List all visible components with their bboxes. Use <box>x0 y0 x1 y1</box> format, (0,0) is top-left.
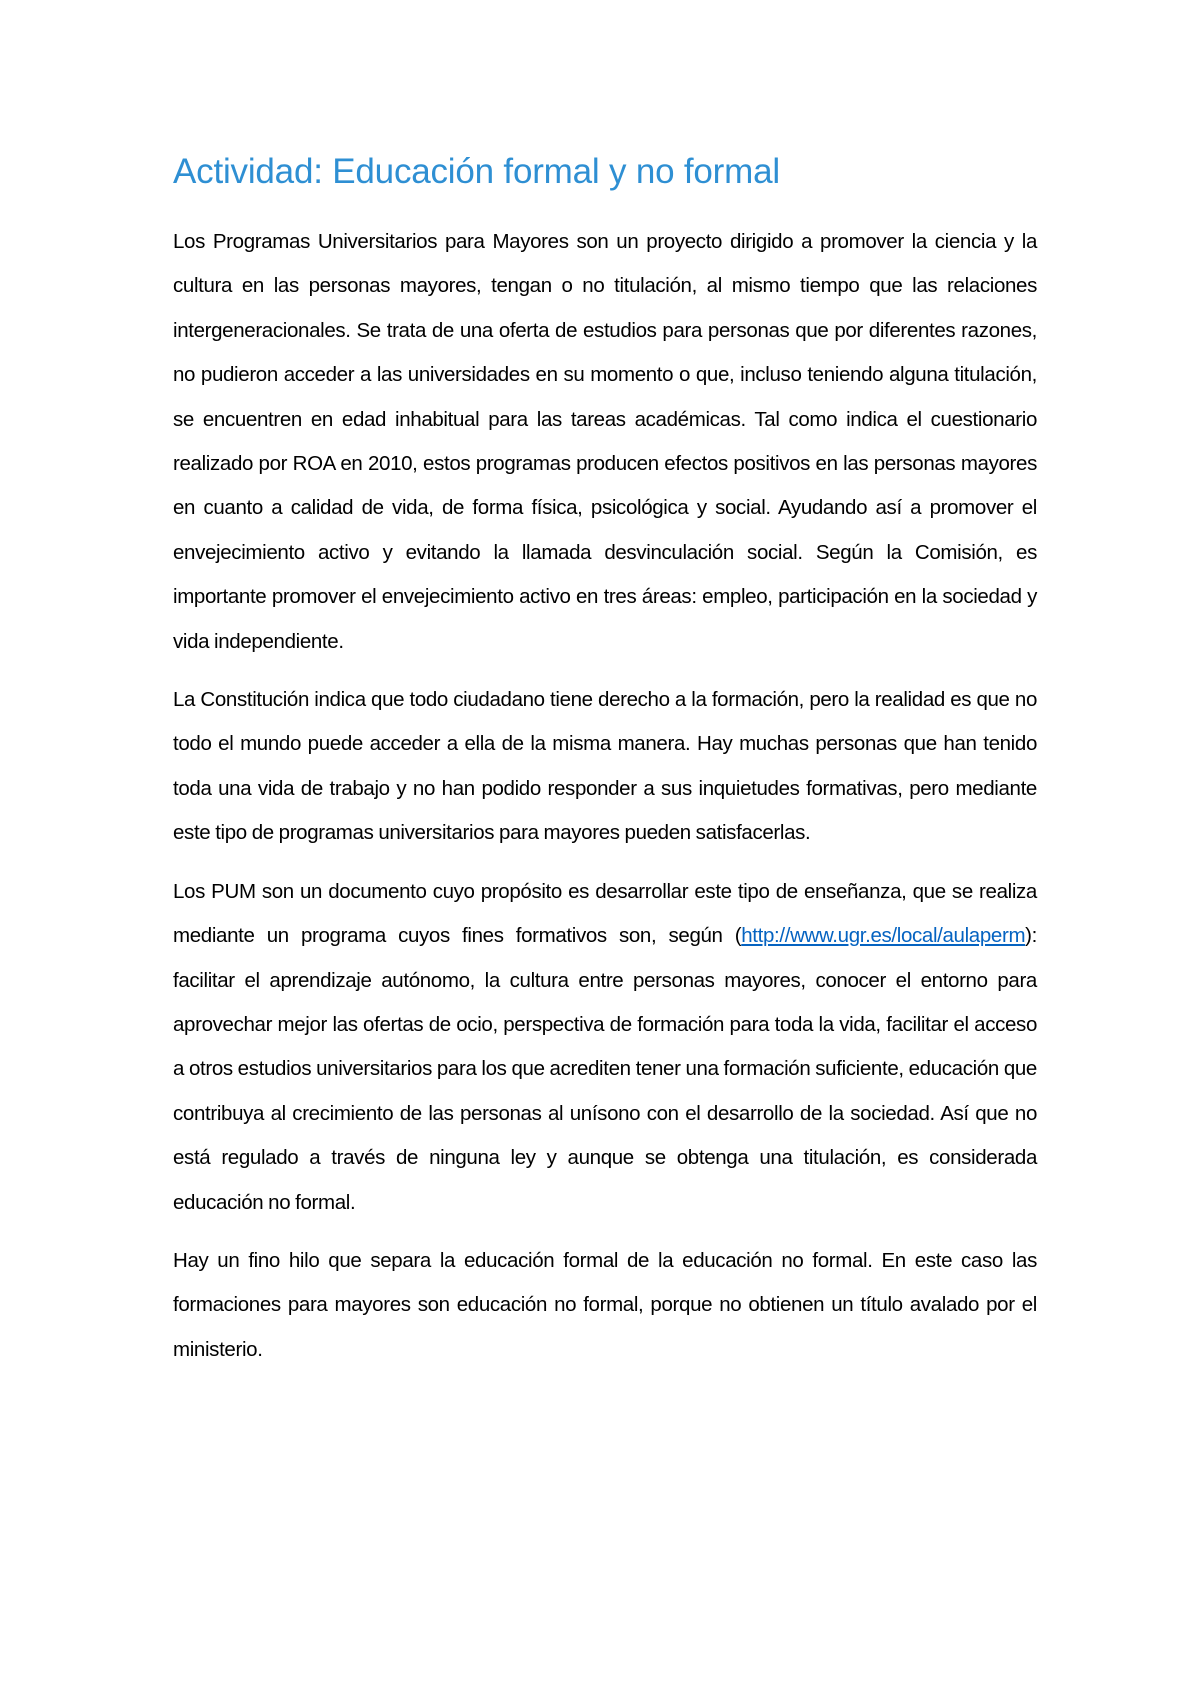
paragraph-3-text-after-link: ): facilitar el aprendizaje autónomo, la cultura entre personas mayores, conocer el entorno para aprovechar mejor las ofertas de ocio, perspectiva de formación para toda la vida, facilitar el acceso a otros estudios universitarios para los que acrediten tener una formación suficiente, educación que contribuya al crecimiento de las personas al unísono con el desarrollo de la sociedad. Así que no está regulado a través de ninguna ley y aunque se obtenga una titulación, es considerada educación no formal. <box>173 924 1037 1214</box>
paragraph-2: La Constitución indica que todo ciudadano tiene derecho a la formación, pero la realidad es que no todo el mundo puede acceder a ella de la misma manera. Hay muchas personas que han tenido toda una vida de trabajo y no han podido responder a sus inquietudes formativas, pero mediante este tipo de programas universitarios para mayores pueden satisfacerlas. <box>173 688 1037 845</box>
paragraph-3 <box>173 870 1037 1225</box>
aulaperm-link[interactable]: http://www.ugr.es/local/aulaperm <box>741 924 1026 948</box>
paragraph-1: Los Programas Universitarios para Mayores son un proyecto dirigido a promover la ciencia y la cultura en las personas mayores, tengan o no titulación, al mismo tiempo que las relaciones intergeneracionales. Se trata de una oferta de estudios para personas que por diferentes razones, no pudieron acceder a las universidades en su momento o que, incluso teniendo alguna titulación, se encuentren en edad inhabitual para las tareas académicas. Tal como indica el cuestionario realizado por ROA en 2010, estos programas producen efectos positivos en las personas mayores en cuanto a calidad de vida, de forma física, psicológica y social. Ayudando así a promover el envejecimiento activo y evitando la llamada desvinculación social. Según la Comisión, es importante promover el envejecimiento activo en tres áreas: empleo, participación en la sociedad y vida independiente. <box>173 230 1037 653</box>
paragraph-3-text-before-link: Los PUM son un documento cuyo propósito es desarrollar este tipo de enseñanza, que se realiza mediante un programa cuyos fines formativos son, según ( <box>173 879 1037 948</box>
document-page <box>173 150 1037 1386</box>
paragraph-4: Hay un fino hilo que separa la educación formal de la educación no formal. En este caso las formaciones para mayores son educación no formal, porque no obtienen un título avalado por el ministerio. <box>173 1248 1037 1361</box>
document-title: Actividad: Educación formal y no formal <box>173 152 780 191</box>
